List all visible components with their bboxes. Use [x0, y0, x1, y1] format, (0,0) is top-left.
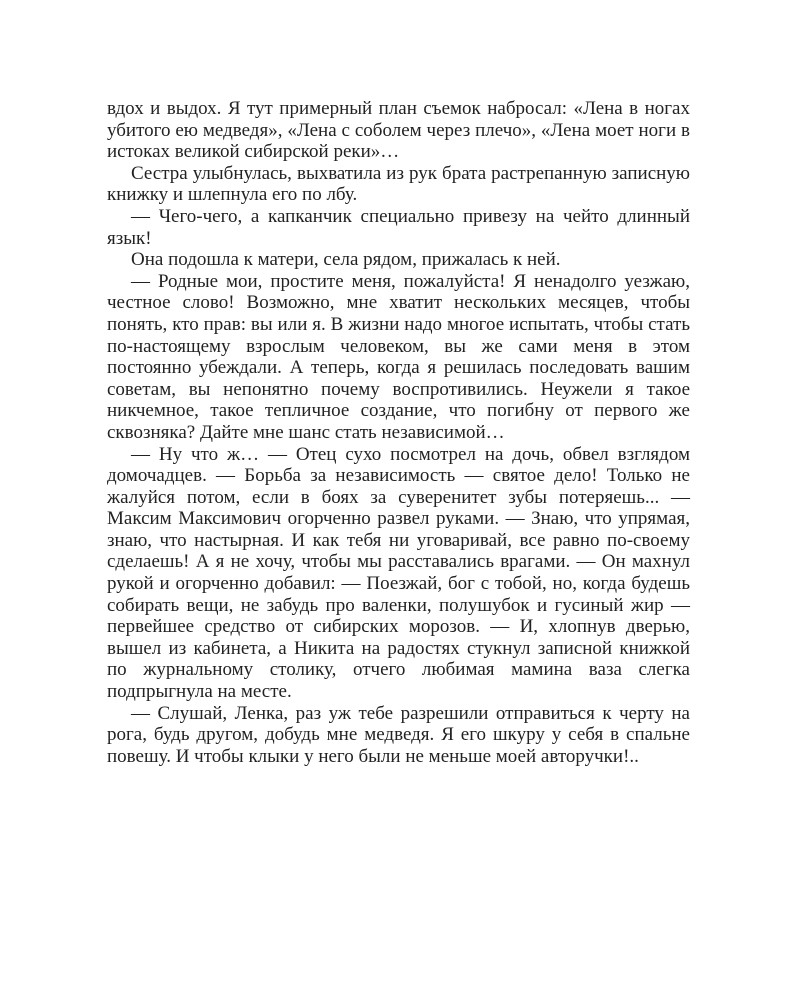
- paragraph-2: Сестра улыбнулась, выхватила из рук брата растрепанную записную книжку и шлепнула его по лбу.: [107, 162, 690, 206]
- paragraph-3: — Чего-чего, а капканчик специально привезу на чейто длинный язык!: [107, 205, 690, 249]
- paragraph-1: вдох и выдох. Я тут примерный план съемок набросал: «Лена в ногах убитого ею медведя», «Лена с соболем через плечо», «Лена моет ноги в истоках великой сибирской реки»…: [107, 98, 690, 163]
- paragraph-4: Она подошла к матери, села рядом, прижалась к ней.: [131, 249, 561, 271]
- paragraph-7: — Слушай, Ленка, раз уж тебе разрешили отправиться к черту на рога, будь другом, добудь мне медведя. Я его шкуру у себя в спальне повешу. И чтобы клыки у него были не меньше моей авторучки!..: [107, 702, 690, 767]
- paragraph-6: — Ну что ж… — Отец сухо посмотрел на дочь, обвел взглядом домочадцев. — Борьба за независимость — святое дело! Только не жалуйся потом, если в боях за суверенитет зубы потеряешь... — Максим Максимович огорченно развел руками. — Знаю, что упрямая, знаю, что настырная. И как тебя ни уговаривай, все равно по-своему сделаешь! А я не хочу, чтобы мы расставались врагами. — Он махнул рукой и огорченно добавил: — Поезжай, бог с тобой, но, когда будешь собирать вещи, не забудь про валенки, полушубок и гусиный жир — первейшее средство от сибирских морозов. — И, хлопнув дверью, вышел из кабинета, а Никита на радостях стукнул записной книжкой по журнальному столику, отчего любимая мамина ваза слегка подпрыгнула на месте.: [107, 443, 690, 703]
- book-page-text: [107, 98, 690, 767]
- paragraph-5: — Родные мои, простите меня, пожалуйста! Я ненадолго уезжаю, честное слово! Возможно, мне хватит нескольких месяцев, чтобы понять, кто прав: вы или я. В жизни надо многое испытать, чтобы стать по-настоящему взрослым человеком, вы же сами меня в этом постоянно убеждали. А теперь, когда я решилась последовать вашим советам, вы непонятно почему воспротивились. Неужели я такое никчемное, такое тепличное создание, что погибну от первого же сквозняка? Дайте мне шанс стать независимой…: [107, 270, 690, 443]
